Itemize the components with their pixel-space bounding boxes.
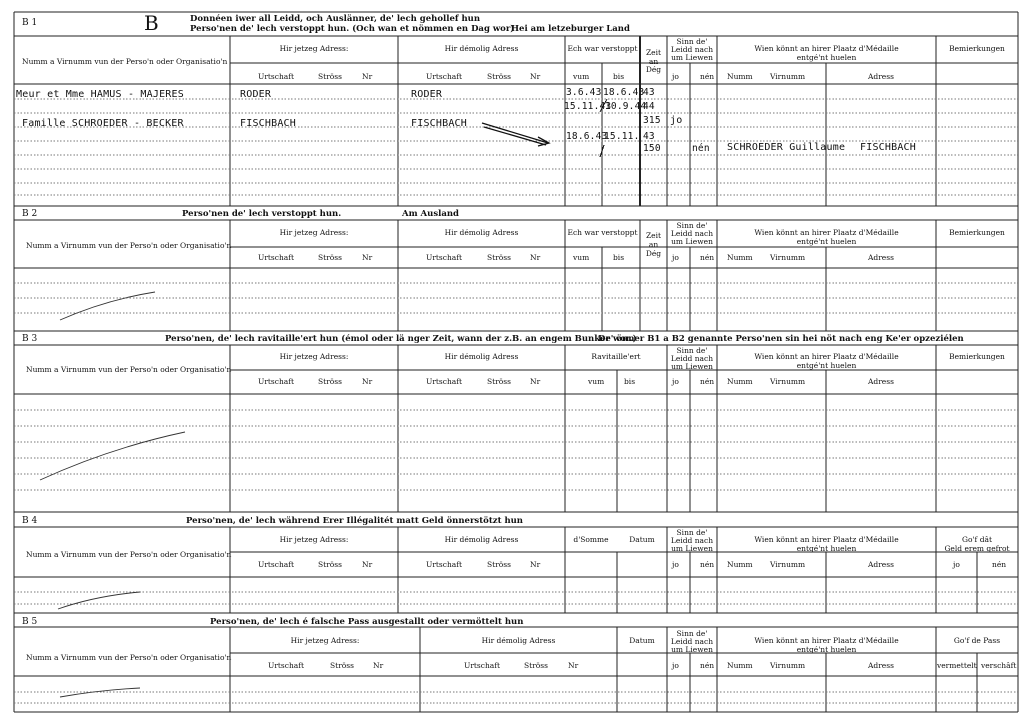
b1-handwritten-arrow [482, 123, 549, 146]
b5-yes-header: jo [672, 661, 679, 670]
b1-medal-recipient-name: SCHROEDER Guillaume [727, 142, 846, 153]
b3-former-address-header: Hir démolig Adress [444, 352, 519, 361]
b4-no-header: nén [700, 560, 715, 569]
b5-former-town-header: Urtschaft [464, 661, 501, 670]
b4-strike-mark [58, 592, 140, 609]
b1-remarks-header: Bemierkungen [949, 44, 1005, 53]
b2-until-header: bis [613, 253, 625, 262]
b3-former-nr-header: Nr [530, 377, 541, 386]
b1-hidden-header: Ech war verstoppt [567, 44, 638, 53]
b4-medal-header-1: Wien könnt an hirer Plaatz d'Médaille [754, 535, 899, 544]
b5-name-header: Numm a Virnumm vun der Perso'n oder Organisatio'n [26, 653, 232, 662]
b2-surname-header: Numm [727, 253, 753, 262]
section-letter: B [144, 11, 159, 35]
b4-gift-no: nén [992, 560, 1007, 569]
b4-sum-header: d'Somme [573, 535, 609, 544]
b1-period-1-from: 3.6.43 [566, 87, 602, 98]
b3-supplied-header: Ravitaille'ert [591, 352, 641, 361]
b2-from-header: vum [573, 253, 590, 262]
form-title-line1: Donnéen iwer all Leidd, och Auslänner, de' lech gehollef hun [190, 14, 481, 24]
b5-surname-header: Numm [727, 661, 753, 670]
b3-alive-q2: Leidd nach [670, 354, 714, 363]
b4-medal-header-2: entgé'nt huelen [796, 544, 857, 553]
b1-entry-1-name: Meur et Mme HAMUS - MAJERES [16, 89, 184, 100]
b3-firstname-header: Virnumm [770, 377, 806, 386]
b3-from-header: vum [588, 377, 605, 386]
b3-strike-mark [40, 432, 185, 480]
b5-address-header: Adress [868, 661, 894, 670]
b1-medal-header-1: Wien könnt an hirer Plaatz d'Médaille [754, 44, 899, 53]
b2-hidden-header: Ech war verstoppt [567, 228, 638, 237]
b3-name-header: Numm a Virnumm vun der Perso'n oder Organisatio'n [26, 365, 232, 374]
b4-former-nr-header: Nr [530, 560, 541, 569]
b1-name-header: Numm a Virnumm vun der Perso'n oder Organisatio'n [22, 57, 228, 66]
b1-former-nr-header: Nr [530, 72, 541, 81]
b5-current-nr-header: Nr [373, 661, 384, 670]
b2-yes-header: jo [672, 253, 679, 262]
b5-current-street-header: Ströss [330, 661, 354, 670]
section-b3-title: Perso'nen, de' lech ravitaille'ert hun (émol oder lä nger Zeit, wann der z.B. an engem Bunker wor.) [165, 334, 637, 344]
b5-firstname-header: Virnumm [770, 661, 806, 670]
form-title-location: Hei am letzeburger Land [511, 24, 630, 34]
b3-yes-header: jo [672, 377, 679, 386]
b2-current-address-header: Hir jetzeg Adress: [279, 228, 349, 237]
b3-no-header: nén [700, 377, 715, 386]
b3-until-header: bis [624, 377, 636, 386]
b5-medal-header-1: Wien könnt an hirer Plaatz d'Médaille [754, 636, 899, 645]
b3-current-town-header: Urtschaft [258, 377, 295, 386]
b2-firstname-header: Virnumm [770, 253, 806, 262]
b4-gift-q2: Geld erem gefrot [944, 544, 1010, 553]
b5-no-header: nén [700, 661, 715, 670]
b1-period-3-alive: jo [670, 115, 683, 126]
section-b3-code: B 3 [22, 334, 38, 344]
b3-surname-header: Numm [727, 377, 753, 386]
b1-at-header: an [648, 57, 659, 66]
b1-alive-q3: um Liewen [671, 53, 713, 62]
b4-alive-q3: um Liewen [671, 544, 713, 553]
b1-current-nr-header: Nr [362, 72, 373, 81]
b2-former-town-header: Urtschaft [426, 253, 463, 262]
b1-period-4-days: 43 [643, 131, 655, 142]
b5-former-nr-header: Nr [568, 661, 579, 670]
section-b5-title: Perso'nen, de' lech é falsche Pass ausgestallt oder vermöttelt hun [210, 617, 524, 627]
b1-surname-header: Numm [727, 72, 753, 81]
b1-current-address-header: Hir jetzeg Adress: [279, 44, 349, 53]
b2-strike-mark [60, 292, 155, 320]
b4-firstname-header: Virnumm [770, 560, 806, 569]
b1-alive-q2: Leidd nach [670, 45, 714, 54]
b4-address-header: Adress [868, 560, 894, 569]
b4-current-street-header: Ströss [318, 560, 342, 569]
b1-period-1-until: 18.6.43 [603, 87, 645, 98]
b2-no-header: nén [700, 253, 715, 262]
b4-alive-q2: Leidd nach [670, 536, 714, 545]
b2-former-address-header: Hir démolig Adress [444, 228, 519, 237]
b2-days-header: Dég [645, 249, 662, 258]
b2-time-header: Zeit [645, 231, 662, 240]
b4-former-town-header: Urtschaft [426, 560, 463, 569]
section-b1-code: B 1 [22, 18, 38, 28]
b3-alive-q3: um Liewen [671, 362, 713, 371]
b1-period-4-from: 18.6.43 [566, 131, 608, 142]
b2-alive-q2: Leidd nach [670, 229, 714, 238]
b3-former-street-header: Ströss [487, 377, 511, 386]
b2-medal-header-1: Wien könnt an hirer Plaatz d'Médaille [754, 228, 899, 237]
b4-yes-header: jo [672, 560, 679, 569]
b5-pass-mediated: vermettelt [937, 661, 977, 670]
b2-alive-q3: um Liewen [671, 237, 713, 246]
b1-no-header: nén [700, 72, 715, 81]
b2-current-town-header: Urtschaft [258, 253, 295, 262]
b5-alive-q2: Leidd nach [670, 637, 714, 646]
b5-current-address-header: Hir jetzeg Adress: [290, 636, 360, 645]
b5-pass-header: Go'f de Pass [953, 636, 1001, 645]
b4-name-header: Numm a Virnumm vun der Perso'n oder Organisatio'n [26, 550, 232, 559]
b5-pass-made: verschâft [981, 661, 1017, 670]
b3-current-street-header: Ströss [318, 377, 342, 386]
b5-alive-q1: Sinn de' [676, 629, 708, 638]
b1-period-3-days: 315 [643, 115, 661, 126]
b4-gift-q1: Go'f dât [961, 535, 992, 544]
section-b2-code: B 2 [22, 209, 38, 219]
b1-address-header: Adress [868, 72, 894, 81]
b3-former-town-header: Urtschaft [426, 377, 463, 386]
b4-former-address-header: Hir démolig Adress [444, 535, 519, 544]
b4-surname-header: Numm [727, 560, 753, 569]
b1-entry-2-current-town: FISCHBACH [240, 118, 296, 129]
b1-former-address-header: Hir démolig Adress [444, 44, 519, 53]
b3-remarks-header: Bemierkungen [949, 352, 1005, 361]
b1-former-street-header: Ströss [487, 72, 511, 81]
section-b4-title: Perso'nen, de' lech während Erer Illégalitét matt Geld önnerstötzt hun [186, 516, 523, 526]
b1-entry-1-former-town: RODER [411, 89, 443, 100]
b5-medal-header-2: entgé'nt huelen [796, 645, 857, 654]
form-title-line2: Perso'nen de' lech verstoppt hun. (Och wan et nömmen en Dag wor) [190, 24, 515, 34]
b2-name-header: Numm a Virnumm vun der Perso'n oder Organisatio'n [26, 241, 232, 250]
b2-current-street-header: Ströss [318, 253, 342, 262]
section-b3-note: De' önner B1 a B2 genannte Perso'nen sin hei nöt nach eng Ke'er opzeziélen [598, 334, 964, 344]
b2-former-street-header: Ströss [487, 253, 511, 262]
b4-current-address-header: Hir jetzeg Adress: [279, 535, 349, 544]
b1-current-street-header: Ströss [318, 72, 342, 81]
b3-current-nr-header: Nr [362, 377, 373, 386]
b1-yes-header: jo [672, 72, 679, 81]
b3-address-header: Adress [868, 377, 894, 386]
b1-period-4-until: 15.11. [604, 131, 640, 142]
b1-entry-2-former-town: FISCHBACH [411, 118, 467, 129]
b1-medal-recipient-address: FISCHBACH [860, 142, 916, 153]
b2-alive-q1: Sinn de' [676, 221, 708, 230]
b4-former-street-header: Ströss [487, 560, 511, 569]
b5-former-address-header: Hir démolig Adress [481, 636, 556, 645]
b4-gift-yes: jo [953, 560, 960, 569]
b1-former-town-header: Urtschaft [426, 72, 463, 81]
b4-current-town-header: Urtschaft [258, 560, 295, 569]
b3-medal-header-1: Wien könnt an hirer Plaatz d'Médaille [754, 352, 899, 361]
b4-current-nr-header: Nr [362, 560, 373, 569]
b5-strike-mark [60, 688, 140, 697]
b1-entry-2-name: Famille SCHROEDER - BECKER [22, 118, 184, 129]
b1-period-2-from: 15.11.43 [564, 101, 612, 112]
b2-remarks-header: Bemierkungen [949, 228, 1005, 237]
section-b4-code: B 4 [22, 516, 38, 526]
section-b5-code: B 5 [22, 617, 38, 627]
b1-period-5-days: 150 [643, 143, 661, 154]
b2-medal-header-2: entgé'nt huelen [796, 237, 857, 246]
b1-entry-1-current-town: RODER [240, 89, 272, 100]
b1-medal-header-2: entgé'nt huelen [796, 53, 857, 62]
b5-current-town-header: Urtschaft [268, 661, 305, 670]
b1-days-header: Dég [645, 65, 662, 74]
b2-former-nr-header: Nr [530, 253, 541, 262]
section-b2-location: Am Ausland [402, 209, 459, 219]
b5-alive-q3: um Liewen [671, 645, 713, 654]
b1-firstname-header: Virnumm [770, 72, 806, 81]
b2-at-header: an [648, 240, 659, 249]
b5-former-street-header: Ströss [524, 661, 548, 670]
b3-current-address-header: Hir jetzeg Adress: [279, 352, 349, 361]
section-b2-title: Perso'nen de' lech verstoppt hun. [182, 209, 342, 219]
b1-alive-q1: Sinn de' [676, 37, 708, 46]
b4-alive-q1: Sinn de' [676, 528, 708, 537]
b1-period-1-days: 43 [643, 87, 655, 98]
b1-period-2-days: 44 [643, 101, 655, 112]
b1-period-5-alive: nén [692, 143, 710, 154]
b1-until-header: bis [613, 72, 625, 81]
b4-date-header: Datum [629, 535, 655, 544]
b1-from-header: vum [573, 72, 590, 81]
b2-address-header: Adress [868, 253, 894, 262]
b3-alive-q1: Sinn de' [676, 346, 708, 355]
b5-date-header: Datum [629, 636, 655, 645]
b1-current-town-header: Urtschaft [258, 72, 295, 81]
b2-current-nr-header: Nr [362, 253, 373, 262]
b3-medal-header-2: entgé'nt huelen [796, 361, 857, 370]
b1-period-2-until: 10.9.44 [605, 101, 647, 112]
b1-time-header: Zeit [645, 48, 662, 57]
